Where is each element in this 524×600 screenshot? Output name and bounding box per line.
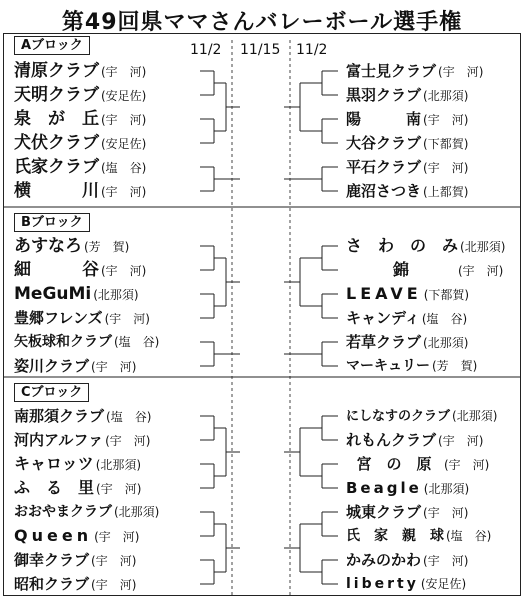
team-name: 氏 家 親 球	[346, 528, 444, 544]
team-entry	[346, 503, 468, 522]
team-entry	[346, 407, 497, 426]
team-entry	[346, 309, 467, 328]
team-name: 横 川	[14, 181, 99, 201]
team-region: (宇 河)	[104, 312, 150, 326]
team-name: 氏家クラブ	[14, 157, 99, 177]
team-region: (北那須)	[423, 336, 469, 350]
team-entry	[346, 158, 468, 177]
team-entry	[14, 503, 159, 521]
team-entry	[14, 309, 150, 328]
team-name: 大谷クラブ	[346, 134, 422, 152]
block-c-label: Cブロック	[14, 383, 89, 402]
team-region: (宇 河)	[94, 530, 140, 544]
team-region: (宇 河)	[444, 458, 490, 472]
team-region: (芳 賀)	[432, 359, 478, 373]
team-region: (宇 河)	[91, 554, 137, 568]
team-name: 御幸クラブ	[14, 551, 90, 569]
team-name: ふ る 里	[14, 478, 95, 497]
team-entry	[346, 527, 491, 545]
team-name: 泉 が 丘	[14, 109, 99, 129]
team-entry	[346, 285, 469, 304]
team-name: さ わ の み	[346, 236, 459, 255]
team-region: (塩 谷)	[114, 335, 160, 349]
date-center: 11/15	[240, 42, 281, 58]
team-region: (宇 河)	[423, 554, 469, 568]
team-entry	[346, 357, 477, 375]
team-region: (北那須)	[452, 409, 498, 423]
team-entry	[14, 261, 146, 280]
team-entry	[346, 479, 469, 498]
team-entry	[14, 333, 159, 351]
block-b-label: Bブロック	[14, 213, 90, 232]
team-entry	[14, 134, 146, 153]
team-entry	[346, 86, 468, 105]
team-name: キャンディ	[346, 309, 420, 327]
team-region: (下都賀)	[423, 137, 469, 151]
team-entry	[14, 357, 136, 376]
team-region: (塩 谷)	[421, 312, 468, 326]
team-entry	[346, 237, 505, 256]
team-region: (塩 谷)	[106, 410, 152, 424]
team-region: (宇 河)	[101, 264, 147, 278]
team-region: (宇 河)	[91, 360, 137, 374]
team-entry	[14, 285, 139, 304]
team-region: (宇 河)	[91, 578, 137, 592]
team-region: (宇 河)	[101, 65, 147, 79]
team-name: 天明クラブ	[14, 85, 99, 105]
team-name: 富士見クラブ	[346, 62, 437, 80]
team-name: 矢板球和クラブ	[14, 334, 112, 350]
date-right: 11/2	[296, 42, 328, 58]
team-region: (宇 河)	[101, 113, 147, 127]
team-entry	[14, 527, 139, 546]
team-name: 平石クラブ	[346, 158, 422, 176]
team-entry	[14, 62, 146, 81]
team-region: (北那須)	[93, 288, 139, 302]
team-region: (宇 河)	[96, 482, 142, 496]
team-entry	[14, 407, 151, 426]
team-region: (安足佐)	[101, 89, 147, 103]
team-entry	[14, 575, 136, 594]
team-entry	[14, 551, 136, 570]
team-region: (上都賀)	[423, 185, 469, 199]
team-name: かみのかわ	[346, 551, 422, 569]
team-region: (北那須)	[95, 458, 142, 472]
team-region: (宇 河)	[458, 264, 504, 278]
team-entry	[346, 551, 468, 570]
team-entry	[14, 110, 146, 129]
team-entry	[346, 575, 466, 593]
team-entry	[14, 158, 146, 177]
team-region: (宇 河)	[101, 185, 147, 199]
team-name: 清原クラブ	[14, 61, 99, 81]
team-region: (宇 河)	[423, 161, 469, 175]
team-entry	[346, 62, 483, 81]
team-entry	[14, 479, 141, 498]
block-a-label: Aブロック	[14, 36, 90, 55]
team-name: 南那須クラブ	[14, 407, 105, 425]
team-name: Queen	[14, 526, 93, 545]
team-region: (宇 河)	[438, 65, 484, 79]
team-entry	[14, 86, 146, 105]
page-title: 第49回県ママさんバレーボール選手権	[61, 10, 463, 35]
team-entry	[14, 237, 129, 256]
team-region: (北那須)	[423, 482, 470, 496]
team-name: LEAVE	[346, 284, 422, 303]
team-region: (宇 河)	[423, 506, 469, 520]
team-name: 宮 の 原	[356, 455, 432, 473]
team-entry	[14, 431, 150, 450]
team-name: れもんクラブ	[346, 431, 437, 449]
team-region: (芳 賀)	[84, 240, 130, 254]
date-left: 11/2	[190, 42, 222, 58]
team-region: (塩 谷)	[101, 161, 147, 175]
team-region: (安足佐)	[101, 137, 147, 151]
team-region: (下都賀)	[423, 288, 470, 302]
team-name: キャロッツ	[14, 454, 94, 473]
team-name: 犬伏クラブ	[14, 133, 99, 153]
team-entry	[346, 182, 468, 201]
team-region: (宇 河)	[438, 434, 484, 448]
team-region: (塩 谷)	[446, 529, 492, 543]
team-region: (北那須)	[460, 240, 506, 254]
team-name: 陽 南	[346, 110, 422, 128]
team-entry	[14, 455, 141, 474]
team-entry	[346, 110, 468, 129]
team-name: 細 谷	[14, 260, 99, 280]
team-name: 錦	[392, 260, 409, 279]
team-entry	[346, 261, 503, 280]
team-region: (宇 河)	[423, 113, 469, 127]
team-name: マーキュリー	[346, 358, 430, 374]
team-entry	[14, 182, 146, 201]
team-region: (安足佐)	[420, 577, 467, 591]
team-entry	[346, 431, 483, 450]
team-name: 昭和クラブ	[14, 575, 90, 593]
team-name: あすなろ	[14, 236, 82, 256]
team-name: Beagle	[346, 479, 422, 497]
team-name: liberty	[346, 576, 419, 592]
team-name: 城東クラブ	[346, 503, 422, 521]
team-region: (宇 河)	[105, 434, 151, 448]
team-name: 河内アルファ	[14, 431, 104, 449]
team-entry	[346, 455, 489, 474]
team-region: (北那須)	[423, 89, 469, 103]
team-name: おおやまクラブ	[14, 504, 112, 520]
team-entry	[346, 333, 468, 352]
team-name: 鹿沼さつき	[346, 182, 422, 200]
team-name: MeGuMi	[14, 284, 92, 304]
team-name: にしなすのクラブ	[346, 409, 451, 424]
team-region: (北那須)	[114, 505, 160, 519]
team-name: 黒羽クラブ	[346, 86, 422, 104]
team-entry	[346, 134, 468, 153]
team-name: 豊郷フレンズ	[14, 309, 103, 327]
team-name: 若草クラブ	[346, 333, 422, 351]
team-name: 姿川クラブ	[14, 357, 90, 375]
